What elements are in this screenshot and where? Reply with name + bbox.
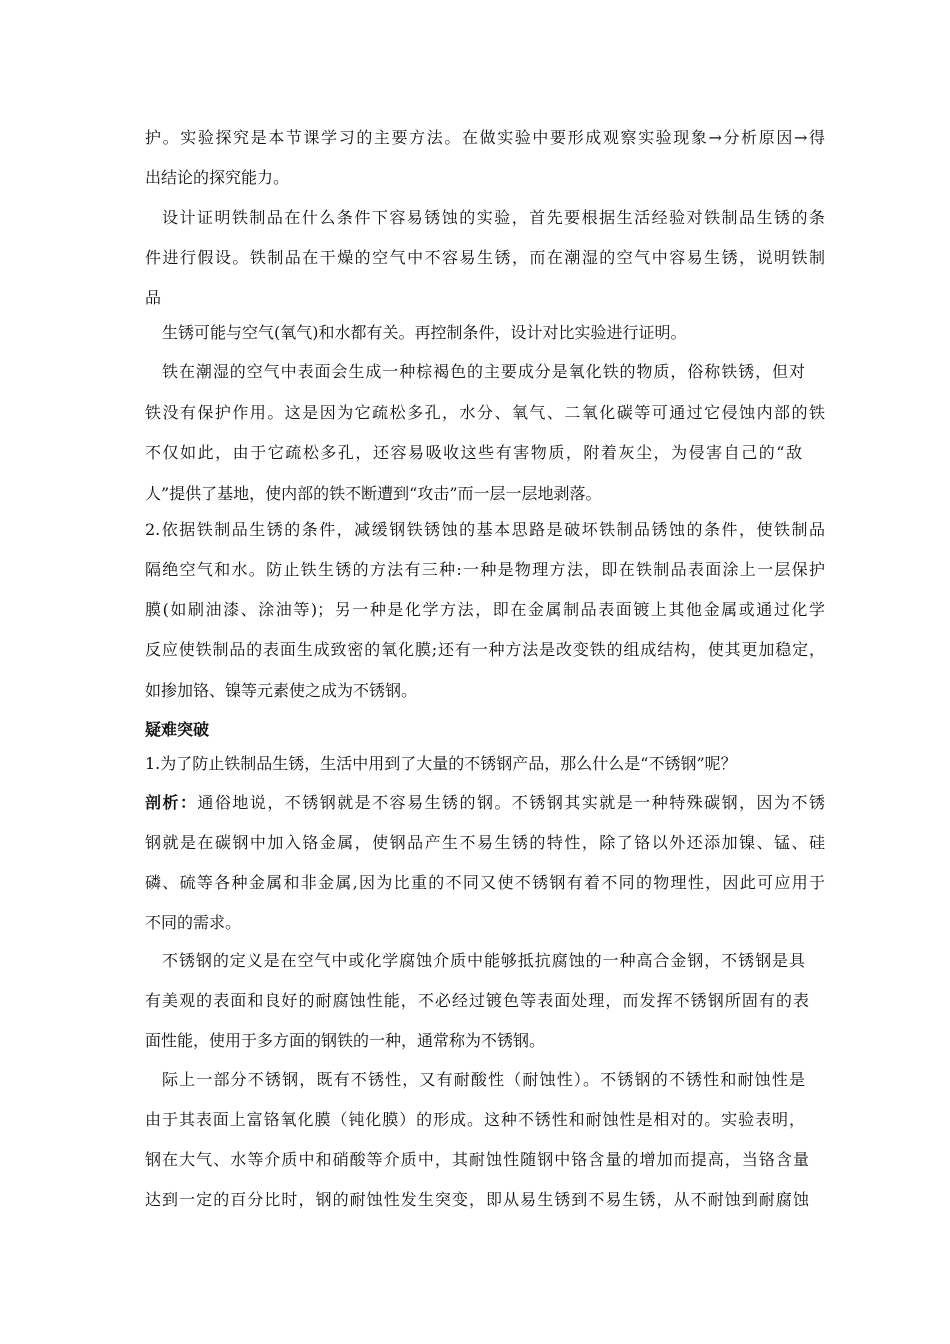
text-line: 2.依据铁制品生锈的条件，减缓钢铁锈蚀的基本思路是破坏铁制品锈蚀的条件，使铁制品: [145, 520, 825, 539]
text-line: 不同的需求。: [145, 913, 242, 932]
text-line: 由于其表面上富铬氧化膜（钝化膜）的形成。这种不锈性和耐蚀性是相对的。实验表明，: [145, 1110, 805, 1129]
text-line: 品: [145, 288, 162, 307]
text-line: 达到一定的百分比时，钢的耐蚀性发生突变，即从易生锈到不易生锈，从不耐蚀到耐腐蚀: [145, 1190, 809, 1209]
text-line: 钢在大气、水等介质中和硝酸等介质中，其耐蚀性随钢中铬含量的增加而提高，当铬含量: [145, 1150, 809, 1169]
question-line: 1.为了防止铁制品生锈，生活中用到了大量的不锈钢产品，那么什么是“不锈钢”呢？: [145, 754, 737, 773]
text-line: 磷、硫等各种金属和非金属,因为比重的不同又使不锈钢有着不同的物理性，因此可应用于: [145, 873, 825, 892]
text-line: 护。实验探究是本节课学习的主要方法。在做实验中要形成观察实验现象→分析原因→得: [145, 128, 825, 147]
text-line: 膜(如刷油漆、涂油等)；另一种是化学方法，即在金属制品表面镀上其他金属或通过化学: [145, 600, 825, 619]
section-heading: 疑难突破: [145, 720, 210, 739]
text-line: 有美观的表面和良好的耐腐蚀性能，不必经过镀色等表面处理，而发挥不锈钢所固有的表: [145, 991, 809, 1010]
text-line: 设计证明铁制品在什么条件下容易锈蚀的实验，首先要根据生活经验对铁制品生锈的条: [162, 208, 825, 227]
text-line: 隔绝空气和水。防止铁生锈的方法有三种:一种是物理方法，即在铁制品表面涂上一层保护: [145, 560, 825, 579]
text-line: 面性能，使用于多方面的钢铁的一种，通常称为不锈钢。: [145, 1031, 546, 1050]
text-line: 不锈钢的定义是在空气中或化学腐蚀介质中能够抵抗腐蚀的一种高合金钢，不锈钢是具: [162, 951, 805, 970]
analysis-line: [145, 791, 825, 815]
text-line: 钢就是在碳钢中加入铬金属，使钢品产生不易生锈的特性，除了铬以外还添加镍、锰、硅: [145, 833, 825, 852]
analysis-label: 剖析：: [145, 793, 198, 812]
text-line: 铁在潮湿的空气中表面会生成一种棕褐色的主要成分是氧化铁的物质，俗称铁锈，但对: [162, 362, 805, 381]
text-line: 不仅如此，由于它疏松多孔，还容易吸收这些有害物质，附着灰尘，为侵害自己的“敌: [145, 443, 802, 462]
text-line: 铁没有保护作用。这是因为它疏松多孔，水分、氧气、二氧化碳等可通过它侵蚀内部的铁: [145, 403, 825, 422]
text-line: 反应使铁制品的表面生成致密的氧化膜;还有一种方法是改变铁的组成结构，使其更加稳定，: [145, 640, 825, 659]
text-line: 人”提供了基地，使内部的铁不断遭到“攻击”而一层一层地剥落。: [145, 484, 602, 503]
text-line: 生锈可能与空气(氧气)和水都有关。再控制条件，设计对比实验进行证明。: [162, 323, 687, 342]
text-line: 件进行假设。铁制品在干燥的空气中不容易生锈，而在潮湿的空气中容易生锈，说明铁制: [145, 248, 825, 267]
analysis-text: 通俗地说，不锈钢就是不容易生锈的钢。不锈钢其实就是一种特殊碳钢，因为不锈: [197, 793, 825, 812]
text-line: 际上一部分不锈钢，既有不锈性，又有耐酸性（耐蚀性）。不锈钢的不锈性和耐蚀性是: [162, 1070, 805, 1089]
text-line: 出结论的探究能力。: [145, 168, 290, 187]
text-line: 如掺加铬、镍等元素使之成为不锈钢。: [145, 681, 418, 700]
